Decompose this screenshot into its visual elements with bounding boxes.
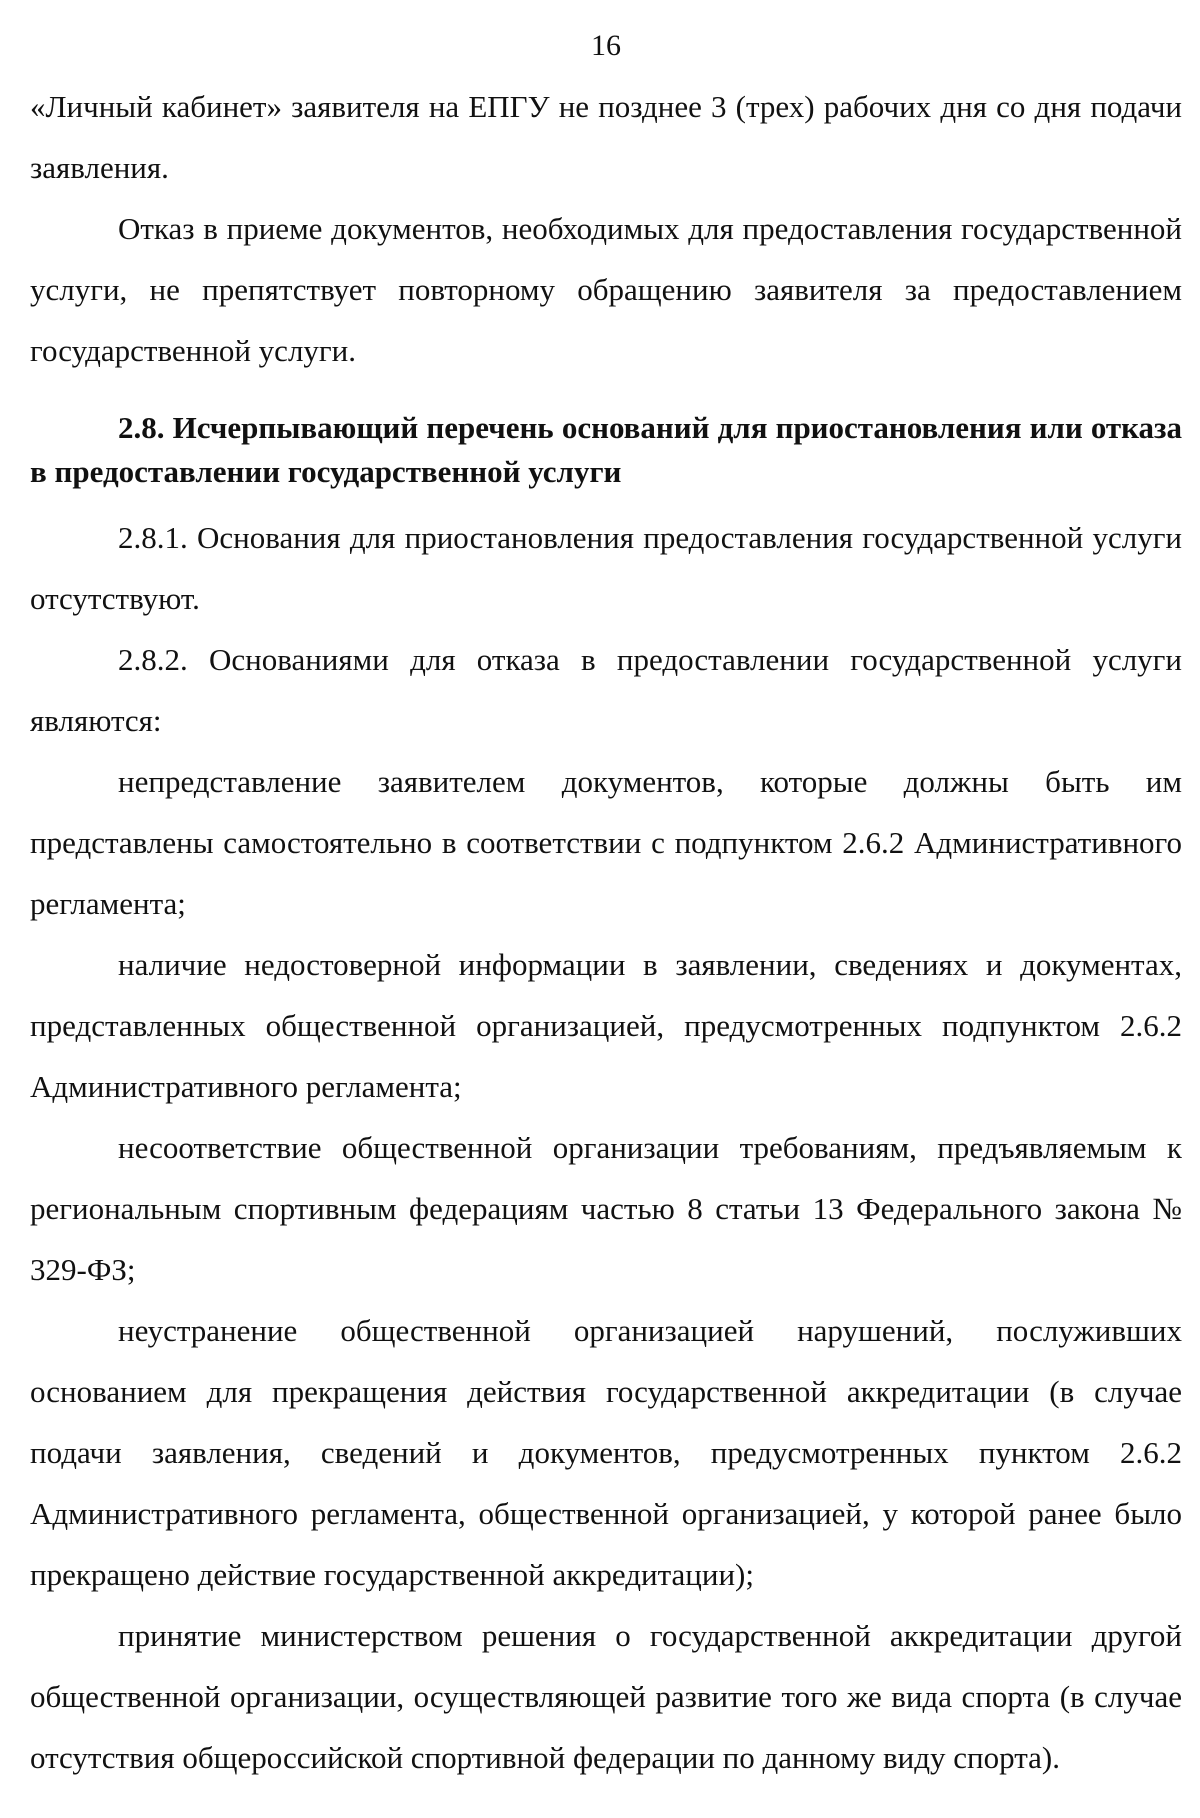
page-number: 16 (591, 29, 621, 62)
section-heading: 2.8. Исчерпывающий перечень оснований для приостановления или отказа в предоставлении государственной услуги (30, 410, 1182, 489)
paragraph-2-8-2: 2.8.2. Основаниями для отказа в предоставлении государственной услуги являются: (30, 642, 1182, 738)
list-item-ground-4: неустранение общественной организацией нарушений, послуживших основанием для прекращения действия государственной аккредитации (в случае подачи заявления, сведений и документов, предусмотренных пунктом 2.6.2 Административного регламента, общественной организацией, у которой ранее было прекращено действие государственной аккредитации); (30, 1313, 1182, 1592)
list-item-ground-1: непредставление заявителем документов, которые должны быть им представлены самостоятельно в соответствии с подпунктом 2.6.2 Административного регламента; (30, 764, 1182, 921)
list-item-ground-3: несоответствие общественной организации требованиям, предъявляемым к региональным спортивным федерациям частью 8 статьи 13 Федерального закона № 329-ФЗ; (30, 1130, 1182, 1287)
list-item-ground-2: наличие недостоверной информации в заявлении, сведениях и документах, представленных общественной организацией, предусмотренных подпунктом 2.6.2 Административного регламента; (30, 947, 1182, 1104)
list-item-ground-5: принятие министерством решения о государственной аккредитации другой общественной организации, осуществляющей развитие того же вида спорта (в случае отсутствия общероссийской спортивной федерации по данному виду спорта). (30, 1618, 1182, 1775)
paragraph-2-8-1: 2.8.1. Основания для приостановления предоставления государственной услуги отсутствуют. (30, 520, 1182, 616)
document-body (30, 76, 1182, 1788)
paragraph-refusal-note: Отказ в приеме документов, необходимых для предоставления государственной услуги, не препятствует повторному обращению заявителя за предоставлением государственной услуги. (30, 211, 1182, 368)
paragraph-continuation: «Личный кабинет» заявителя на ЕПГУ не позднее 3 (трех) рабочих дня со дня подачи заявления. (30, 89, 1182, 185)
